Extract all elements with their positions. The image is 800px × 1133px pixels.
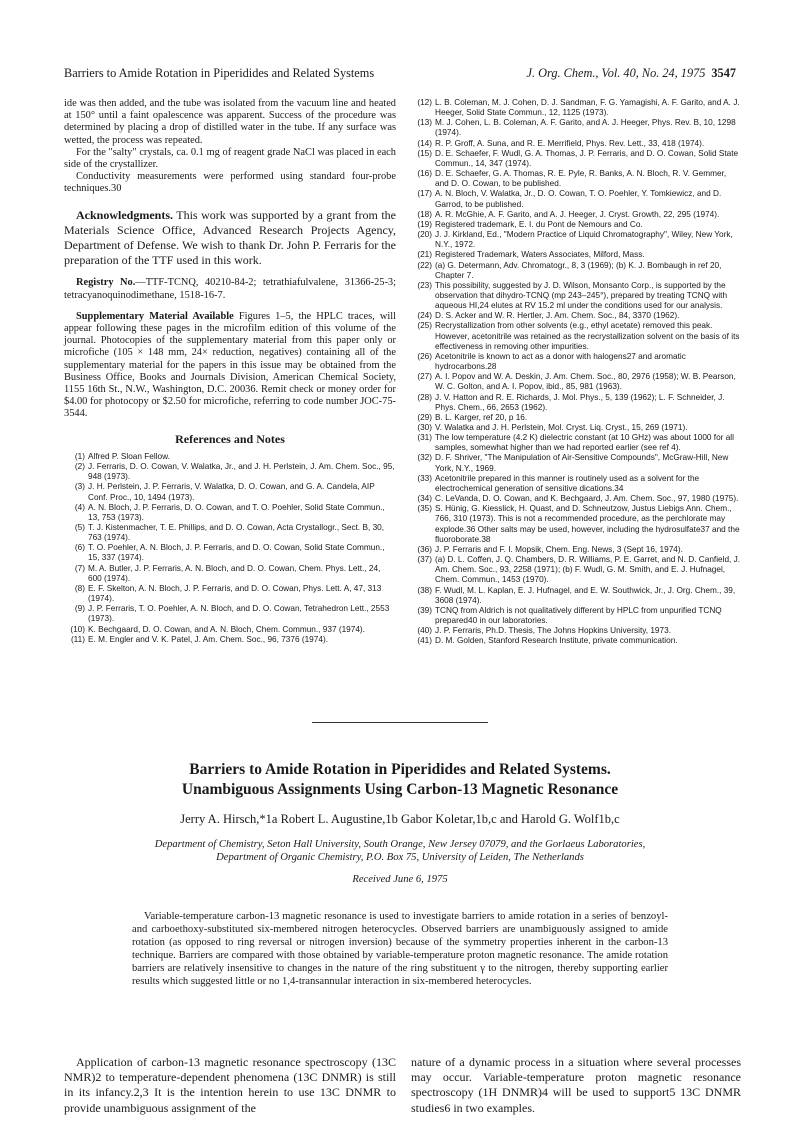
- reference-text: J. Ferraris, D. O. Cowan, V. Walatka, Jr., and J. H. Perlstein, J. Am. Chem. Soc., 95, 948 (1973).: [88, 462, 395, 482]
- reference-text: D. E. Schaefer, G. A. Thomas, R. E. Pyle, R. Banks, A. N. Bloch, R. V. Gemmer, and D. O. Cowan, to be published.: [435, 169, 727, 189]
- reference-number: (9): [74, 604, 85, 614]
- reference-number: (33): [417, 473, 432, 483]
- reference-text: J. V. Hatton and R. E. Richards, J. Mol. Phys., 5, 139 (1962); L. F. Schneider, J. Phys. Chem., 66, 2653 (1962).: [435, 392, 725, 412]
- reference-item: [64, 564, 396, 584]
- reference-item: [411, 210, 741, 220]
- reference-number: (15): [417, 148, 432, 158]
- acknowledgments-text: This work was supported by a grant from the Materials Science Office, Advanced Research Projects Agency, Department of Defense. We wish to thank Dr. John P. Ferraris for the preparation of the TTF used in this work.: [64, 207, 396, 268]
- acknowledgments: [64, 208, 396, 269]
- affiliation-line-2: Department of Organic Chemistry, P.O. Box 75, University of Leiden, The Netherlands: [216, 852, 584, 863]
- reference-text: Registered trademark, E. I. du Pont de Nemours and Co.: [435, 219, 643, 229]
- reference-item: [411, 169, 741, 189]
- reference-text: Recrystallization from other solvents (e.g., ethyl acetate) removed this peak. However, acetonitrile was retained as the recrystallization solvent on the basis of its effectiveness in removing other impurities.: [435, 321, 740, 351]
- reference-number: (11): [70, 634, 85, 644]
- reference-number: (6): [74, 543, 85, 553]
- article-title: [40, 760, 760, 800]
- reference-text: J. H. Perlstein, J. P. Ferraris, V. Walatka, D. O. Cowan, and G. A. Candela, AIP Conf. Proc., 10, 1494 (1973).: [88, 482, 375, 502]
- reference-item: [64, 452, 396, 462]
- reference-number: (20): [417, 230, 432, 240]
- affiliation-line-1: Department of Chemistry, Seton Hall University, South Orange, New Jersey 07079, and the Gorlaeus Laboratories,: [154, 839, 646, 850]
- reference-text: J. P. Ferraris and F. I. Mopsik, Chem. Eng. News, 3 (Sept 16, 1974).: [435, 544, 683, 554]
- reference-text: (a) G. Determann, Adv. Chromatogr., 8, 3 (1969); (b) K. J. Bombaugh in ref 20, Chapter 7.: [435, 260, 722, 280]
- page-header: [64, 66, 736, 82]
- article-authors: Jerry A. Hirsch,*1a Robert L. Augustine,1b Gabor Koletar,1b,c and Harold G. Wolf1b,c: [180, 812, 620, 826]
- reference-text: J. P. Ferraris, Ph.D. Thesis, The Johns Hopkins University, 1973.: [435, 626, 671, 636]
- reference-item: [411, 413, 741, 423]
- reference-item: [411, 555, 741, 585]
- reference-number: (32): [417, 453, 432, 463]
- reference-item: [411, 606, 741, 626]
- reference-text: Registered Trademark, Waters Associates, Milford, Mass.: [435, 250, 645, 260]
- reference-item: [411, 474, 741, 494]
- reference-text: (a) D. L. Coffen, J. Q. Chambers, D. R. Williams, P. E. Garret, and N. D. Canfield, J. Am. Chem. Soc., 93, 2258 (1971); (b) F. Wudl, G. M. Smith, and E. J. Hufnagel, Chem. Commun., 1453 (1970).: [435, 555, 741, 585]
- reference-text: A. I. Popov and W. A. Deskin, J. Am. Chem. Soc., 80, 2976 (1958); W. B. Pearson, W. C. Golton, and A. I. Popov, ibid., 85, 981 (1963).: [435, 372, 736, 392]
- reference-number: (21): [417, 250, 432, 260]
- reference-text: A. N. Bloch, J. P. Ferraris, D. O. Cowan, and T. O. Poehler, Solid State Commun., 13, 753 (1973).: [88, 502, 385, 522]
- reference-item: [411, 352, 741, 372]
- reference-text: This possibility, suggested by J. D. Wilson, Monsanto Corp., is supported by the observation that dihydro-TCNQ (mp 243–245°), prepared by treating TCNQ with aqueous HI,24 elutes at RV 15.2 ml under the conditions used for our analysis.: [435, 280, 728, 311]
- reference-number: (7): [74, 563, 85, 573]
- right-column: [411, 98, 741, 646]
- reference-item: [411, 504, 741, 545]
- reference-text: F. Wudl, M. L. Kaplan, E. J. Hufnagel, and E. W. Southwick, Jr., J. Org. Chem., 39, 3608 (1974).: [435, 585, 736, 605]
- reference-number: (8): [74, 583, 85, 593]
- reference-item: [411, 321, 741, 351]
- registry-numbers: [64, 277, 396, 301]
- reference-number: (27): [417, 372, 432, 382]
- reference-number: (14): [417, 138, 432, 148]
- left-column: [64, 98, 396, 645]
- reference-item: [411, 545, 741, 555]
- reference-item: [411, 220, 741, 230]
- reference-text: A. R. McGhie, A. F. Garito, and A. J. Heeger, J. Cryst. Growth, 22, 295 (1974).: [435, 209, 720, 219]
- reference-text: C. LeVanda, D. O. Cowan, and K. Bechgaard, J. Am. Chem. Soc., 97, 1980 (1975).: [435, 494, 739, 504]
- reference-number: (35): [417, 504, 432, 514]
- reference-text: D. S. Acker and W. R. Hertler, J. Am. Chem. Soc., 84, 3370 (1962).: [435, 311, 680, 321]
- reference-number: (28): [417, 392, 432, 402]
- reference-text: J. P. Ferraris, T. O. Poehler, A. N. Bloch, and D. O. Cowan, Tetrahedron Lett., 2553 (1973).: [88, 604, 390, 624]
- reference-text: D. F. Shriver, "The Manipulation of Air-Sensitive Compounds", McGraw-Hill, New York, N.Y., 1969.: [435, 453, 729, 473]
- reference-item: [411, 261, 741, 281]
- article-affiliations: [60, 838, 740, 864]
- reference-number: (30): [417, 423, 432, 432]
- reference-number: (18): [417, 209, 432, 219]
- reference-number: (17): [417, 189, 432, 199]
- reference-number: (26): [417, 351, 432, 361]
- reference-number: (39): [417, 605, 432, 615]
- references-list-left: [64, 452, 396, 645]
- reference-item: [64, 584, 396, 604]
- reference-item: [411, 494, 741, 504]
- reference-number: (40): [417, 626, 432, 636]
- reference-number: (23): [417, 280, 432, 290]
- reference-text: B. L. Karger, ref 20, p 16.: [435, 412, 528, 422]
- reference-item: [64, 523, 396, 543]
- running-title: Barriers to Amide Rotation in Piperidides and Related Systems: [64, 66, 375, 80]
- article-abstract: Variable-temperature carbon-13 magnetic resonance is used to investigate barriers to amide rotation in a series of benzoyl- and carboethoxy-substituted six-membered nitrogen heterocycles. Observed barriers are unambiguously assigned to amide rotation (as opposed to ring reversal or nitrogen inversion) because of the symmetry properties inherent in the carbon-13 technique. Barriers are compared with those obtained by variable-temperature proton magnetic resonance. The amide rotation barriers are relatively insensitive to changes in the nature of the ring substituent γ to the nitrogen, thereby supporting earlier results which suggested little or no 1,4-transannular interaction in six-membered heterocycles.: [132, 911, 668, 988]
- reference-text: T. J. Kistenmacher, T. E. Phillips, and D. O. Cowan, Acta Crystallogr., Sect. B, 30, 763 (1974).: [88, 522, 385, 543]
- reference-number: (4): [74, 502, 85, 512]
- reference-number: (1): [74, 451, 85, 461]
- page-number: 3547: [711, 66, 736, 80]
- reference-text: D. E. Schaefer, F. Wudl, G. A. Thomas, J. P. Ferraris, and D. O. Cowan, Solid State Commun., 14, 347 (1974).: [435, 148, 739, 168]
- conductivity-paragraph: Conductivity measurements were performed using standard four-probe techniques.30: [64, 171, 396, 195]
- reference-number: (38): [417, 585, 432, 595]
- reference-text: The low temperature (4.2 K) dielectric constant (at 10 GHz) was about 1000 for all samples, somewhat higher than we had reported earlier (see ref 4).: [435, 433, 734, 453]
- reference-item: [411, 139, 741, 149]
- reference-item: [411, 118, 741, 138]
- reference-number: (19): [417, 219, 432, 229]
- reference-number: (29): [417, 412, 432, 422]
- reference-text: Acetonitrile is known to act as a donor with halogens27 and aromatic hydrocarbons.28: [435, 351, 686, 372]
- reference-item: [411, 281, 741, 311]
- reference-text: D. M. Golden, Stanford Research Institute, private communication.: [435, 636, 678, 646]
- reference-number: (3): [74, 482, 85, 492]
- reference-number: (37): [417, 555, 432, 565]
- reference-text: T. O. Poehler, A. N. Bloch, J. P. Ferraris, and D. O. Cowan, Solid State Commun., 15, 337 (1974).: [88, 543, 385, 563]
- introduction-left: Application of carbon-13 magnetic resonance spectroscopy (13C NMR)2 to temperature-dependent phenomena (13C DNMR) is still in its infancy.2,3 It is the intention herein to use 13C DNMR to provide unambiguous assignment of the: [64, 1055, 396, 1115]
- reference-text: V. Walatka and J. H. Perlstein, Mol. Cryst. Liq. Cryst., 15, 269 (1971).: [435, 423, 688, 432]
- reference-text: M. J. Cohen, L. B. Coleman, A. F. Garito, and A. J. Heeger, Phys. Rev. B, 10, 1298 (1974).: [435, 118, 736, 138]
- reference-number: (2): [74, 462, 85, 472]
- reference-number: (16): [417, 169, 432, 179]
- received-date: Received June 6, 1975: [352, 874, 448, 885]
- reference-item: [64, 482, 396, 502]
- reference-text: S. Hünig, G. Kiesslick, H. Quast, and D. Schneutzow, Justus Liebigs Ann. Chem., 766, 310 (1973). This is not a recommended procedure, as the perchlorate may explode.36 Other salts may be used, however, including the hydrosulfate37 and the fluoroborate.38: [435, 504, 740, 544]
- section-divider: [312, 722, 488, 723]
- registry-label: Registry No.: [76, 277, 136, 289]
- references-list-right: [411, 98, 741, 646]
- article-title-line-2: Unambiguous Assignments Using Carbon-13 Magnetic Resonance: [181, 781, 619, 798]
- reference-text: E. F. Skelton, A. N. Bloch, J. P. Ferraris, and D. O. Cowan, Phys. Lett. A, 47, 313 (1974).: [88, 583, 382, 604]
- reference-number: (36): [417, 544, 432, 554]
- reference-item: [64, 503, 396, 523]
- reference-number: (12): [417, 98, 432, 107]
- reference-number: (5): [74, 522, 85, 532]
- reference-text: E. M. Engler and V. K. Patel, J. Am. Chem. Soc., 96, 7376 (1974).: [88, 634, 328, 644]
- reference-text: M. A. Butler, J. P. Ferraris, A. N. Bloch, and D. O. Cowan, Chem. Phys. Lett., 24, 600 (1974).: [88, 563, 381, 583]
- reference-item: [411, 626, 741, 636]
- supplementary-label: Supplementary Material Available: [76, 310, 234, 322]
- reference-number: (31): [417, 433, 432, 443]
- reference-item: [411, 149, 741, 169]
- supplementary-text: Figures 1–5, the HPLC traces, will appear following these pages in the microfilm edition of this volume of the journal. Photocopies of the supplementary material from this paper only or microfiche (105 × 148 mm, 24× reduction, negatives) containing all of the supplementary material for the papers in this issue may be obtained from the Business Office, Books and Journals Division, American Chemical Society, 1155 16th St., N.W., Washington, D.C. 20036. Remit check or money order for $4.00 for photocopy or $2.50 for microfiche, referring to code number JOC-75-3544.: [64, 310, 396, 420]
- journal-info: J. Org. Chem., Vol. 40, No. 24, 1975: [526, 66, 706, 80]
- reference-number: (13): [417, 118, 432, 128]
- reference-item: [64, 635, 396, 645]
- reference-item: [411, 98, 741, 118]
- reference-number: (34): [417, 494, 432, 504]
- reference-item: [411, 453, 741, 473]
- reference-item: [64, 625, 396, 635]
- reference-text: TCNQ from Aldrich is not qualitatively different by HPLC from unpurified TCNQ prepared40 in our laboratories.: [435, 605, 722, 625]
- reference-text: K. Bechgaard, D. O. Cowan, and A. N. Bloch, Chem. Commun., 937 (1974).: [88, 624, 365, 634]
- salty-crystals-paragraph: For the "salty" crystals, ca. 0.1 mg of reagent grade NaCl was placed in each side of the crystallizer.: [64, 146, 396, 171]
- registry-text: —TTF-TCNQ, 40210-84-2; tetrathiafulvalene, 31366-25-3; tetracyanoquinodimethane, 1518-16-7.: [64, 277, 396, 301]
- reference-item: [411, 311, 741, 321]
- reference-number: (25): [417, 321, 432, 331]
- reference-item: [411, 423, 741, 433]
- reference-item: [411, 189, 741, 209]
- experimental-paragraph: ide was then added, and the tube was isolated from the vacuum line and heated at 150° until a faint opalescence was apparent. Success of the procedure was determined by placing a drop of distilled water in the tube. If any surface was wetted, the process was repeated.: [64, 98, 396, 146]
- reference-number: (10): [70, 624, 85, 634]
- reference-text: Alfred P. Sloan Fellow.: [88, 451, 170, 461]
- reference-item: [411, 372, 741, 392]
- reference-text: R. P. Groff, A. Suna, and R. E. Merrifield, Phys. Rev. Lett., 33, 418 (1974).: [435, 138, 705, 148]
- reference-item: [411, 393, 741, 413]
- reference-text: L. B. Coleman, M. J. Cohen, D. J. Sandman, F. G. Yamagishi, A. F. Garito, and A. J. Heeger, Solid State Commun., 12, 1125 (1973).: [435, 98, 740, 118]
- reference-item: [64, 462, 396, 482]
- reference-number: (24): [417, 311, 432, 321]
- reference-item: [64, 543, 396, 563]
- article-title-line-1: Barriers to Amide Rotation in Piperidides and Related Systems.: [189, 761, 611, 778]
- acknowledgments-label: Acknowledgments.: [76, 207, 174, 222]
- references-heading: References and Notes: [175, 431, 285, 446]
- reference-item: [411, 433, 741, 453]
- reference-item: [411, 230, 741, 250]
- reference-number: (41): [417, 636, 432, 646]
- reference-item: [64, 604, 396, 624]
- reference-item: [411, 636, 741, 646]
- introduction-right: nature of a dynamic process in a situation where several processes may occur. Variable-temperature proton magnetic resonance spectroscopy (1H DNMR)4 will be used to support5 13C DNMR studies6 in two examples.: [411, 1055, 741, 1115]
- reference-text: A. N. Bloch, V. Walatka, Jr., D. O. Cowan, T. O. Poehler, Y. Tomkiewicz, and D. Garrod, to be published.: [435, 189, 722, 209]
- reference-number: (22): [417, 260, 432, 270]
- reference-item: [411, 586, 741, 606]
- reference-text: J. J. Kirkland, Ed., "Modern Practice of Liquid Chromatography", Wiley, New York, N.Y., 1972.: [435, 230, 733, 250]
- reference-item: [411, 250, 741, 260]
- reference-text: Acetonitrile prepared in this manner is routinely used as a solvent for the electrochemical generation of sensitive dications.34: [435, 473, 700, 493]
- supplementary-material: [64, 311, 396, 421]
- journal-citation: [527, 66, 736, 81]
